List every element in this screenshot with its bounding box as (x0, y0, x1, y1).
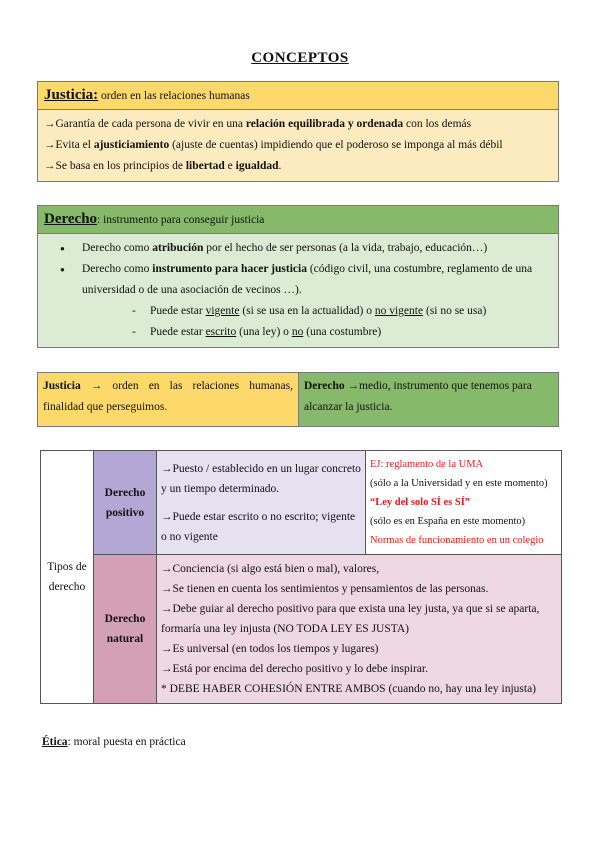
derecho-positivo-heading: Derecho positivo (94, 451, 157, 555)
justicia-term: Justicia: (44, 87, 99, 103)
derecho-natural-heading: Derecho natural (94, 555, 157, 704)
justicia-header (38, 82, 558, 110)
justicia-body (38, 110, 558, 181)
tipos-label: Tipos de derecho (41, 451, 94, 704)
derecho-term: Derecho (44, 211, 98, 227)
derecho-bullet: ● Derecho como instrumento para hacer justicia (código civil, una costumbre, reglamento de una universidad o de una asociación de vecinos …). - Puede estar vigente (si se usa en la actualidad) o no vigente (si no se usa) - Puede estar escrito (una ley) o no (una costumbre) (82, 259, 552, 343)
derecho-definition: : instrumento para conseguir justicia (97, 214, 265, 226)
derecho-body (38, 234, 558, 347)
derecho-positivo-examples: EJ: reglamento de la UMA (sólo a la Universidad y en este momento) “Ley del solo SÍ es SÍ” (sólo es en España en este momento) Normas de funcionamiento en un colegio (366, 451, 562, 555)
comparison-derecho: Derecho →medio, instrumento que tenemos para alcanzar la justicia. (299, 373, 558, 426)
tipos-de-derecho-table (40, 450, 562, 704)
justicia-definition: orden en las relaciones humanas (98, 90, 250, 102)
justicia-box (37, 81, 559, 182)
justicia-line: →Evita el ajusticiamiento (ajuste de cuentas) impidiendo que el poderoso se imponga al más débil (44, 139, 503, 151)
comparison-table (37, 372, 559, 427)
justicia-line: →Se basa en los principios de libertad e igualdad. (44, 160, 282, 172)
etica-definition: Ética: moral puesta en práctica (42, 736, 186, 748)
derecho-box (37, 205, 559, 348)
derecho-positivo-description: →Puesto / establecido en un lugar concreto y un tiempo determinado. →Puede estar escrito o no escrito; vigente o no vigente (157, 451, 366, 555)
justicia-line: →Garantía de cada persona de vivir en una relación equilibrada y ordenada con los demás (44, 118, 472, 130)
derecho-subitem: - Puede estar vigente (si se usa en la actualidad) o no vigente (si no se usa) (150, 301, 552, 322)
derecho-header (38, 206, 558, 234)
derecho-subitem: - Puede estar escrito (una ley) o no (una costumbre) (150, 322, 552, 343)
derecho-bullet: ● Derecho como atribución por el hecho de ser personas (a la vida, trabajo, educación…) (82, 238, 552, 259)
comparison-justicia: Justicia → orden en las relaciones humanas, finalidad que perseguimos. (38, 373, 299, 426)
derecho-natural-description: →Conciencia (si algo está bien o mal), valores, →Se tienen en cuenta los sentimientos y pensamientos de las personas. →Debe guiar al derecho positivo para que exista una ley justa, ya que si se aparta, formaría una ley injusta (NO TODA LEY ES JUSTA) →Es universal (en todos los tiempos y lugares) →Está por encima del derecho positivo y lo debe inspirar. * DEBE HABER COHESIÓN ENTRE AMBOS (cuando no, hay una ley injusta) (157, 555, 562, 704)
page-title: CONCEPTOS (251, 50, 349, 66)
